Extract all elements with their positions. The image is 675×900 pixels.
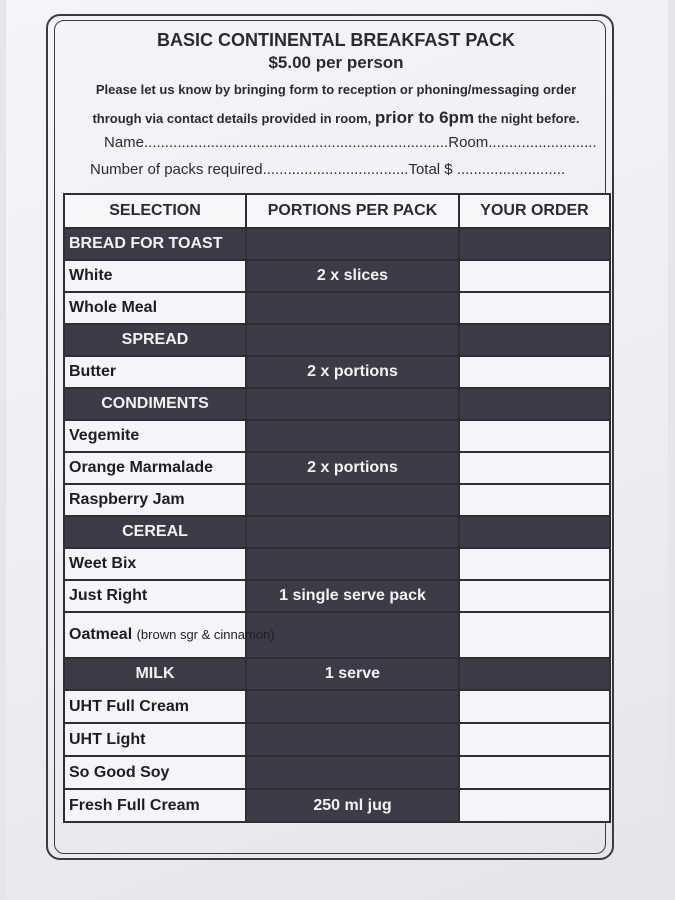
portion-cell — [246, 388, 459, 420]
portion-cell: 2 x portions — [246, 452, 459, 484]
item-label — [64, 260, 246, 292]
item-label — [64, 548, 246, 580]
portion-cell: 1 single serve pack — [246, 580, 459, 612]
portion-cell — [246, 324, 459, 356]
category-label: MILK — [64, 658, 246, 690]
column-header-your-order: YOUR ORDER — [459, 194, 610, 228]
paper-sheet — [6, 0, 668, 900]
table-header-row — [64, 194, 610, 228]
item-label — [64, 356, 246, 388]
item-label — [64, 756, 246, 789]
item-label — [64, 789, 246, 822]
price-line: $5.00 per person — [268, 53, 404, 72]
item-label — [64, 723, 246, 756]
item-name: Orange Marmalade — [69, 459, 214, 476]
item-name: Raspberry Jam — [69, 491, 185, 508]
item-name: Just Right — [69, 587, 148, 604]
table-row — [64, 292, 610, 324]
instructions-line-1: Please let us know by bringing form to reception or phoning/messaging order — [95, 82, 577, 97]
item-label — [64, 452, 246, 484]
item-label — [64, 484, 246, 516]
table-row — [64, 723, 610, 756]
order-input-cell[interactable] — [459, 292, 610, 324]
order-input-cell[interactable] — [459, 756, 610, 789]
category-row — [64, 516, 610, 548]
item-note: (brown sgr & cinnamon) — [136, 627, 275, 642]
order-input-cell[interactable] — [459, 580, 610, 612]
column-header-selection: SELECTION — [64, 194, 246, 228]
portion-cell — [246, 756, 459, 789]
portion-cell — [246, 484, 459, 516]
item-label — [64, 612, 275, 658]
category-label: BREAD FOR TOAST — [64, 228, 246, 260]
portion-cell — [246, 228, 459, 260]
instructions-text-a: through via contact details provided in room, — [92, 111, 372, 126]
category-row — [64, 228, 610, 260]
item-name: Oatmeal — [69, 626, 133, 643]
item-name: Vegemite — [69, 427, 140, 444]
item-name: Butter — [69, 363, 117, 380]
category-label: CONDIMENTS — [64, 388, 246, 420]
item-label — [64, 690, 246, 723]
order-input-cell[interactable] — [459, 452, 610, 484]
order-input-cell[interactable] — [459, 260, 610, 292]
deadline-text: prior to 6pm — [374, 108, 475, 127]
portion-cell: 250 ml jug — [246, 789, 459, 822]
portion-cell — [246, 690, 459, 723]
order-input-cell[interactable] — [459, 484, 610, 516]
item-label — [64, 580, 246, 612]
category-label: SPREAD — [64, 324, 246, 356]
item-name: Weet Bix — [69, 555, 137, 572]
table-row — [64, 548, 610, 580]
item-name: UHT Light — [69, 730, 146, 748]
item-label — [64, 420, 246, 452]
table-row — [64, 484, 610, 516]
portion-cell — [246, 292, 459, 324]
table-row — [64, 356, 610, 388]
order-input-cell[interactable] — [459, 723, 610, 756]
order-cell-blank — [459, 388, 610, 420]
table-row — [64, 690, 610, 723]
table-row — [64, 580, 610, 612]
order-cell-blank — [459, 658, 610, 690]
name-room-field[interactable]: Name.........................................................................Room.......................... — [104, 134, 597, 151]
table-row — [64, 452, 610, 484]
instructions-line-2 — [66, 108, 606, 128]
portion-cell: 1 serve — [246, 658, 459, 690]
portion-cell — [246, 548, 459, 580]
portion-cell: 2 x slices — [246, 260, 459, 292]
portion-cell: 2 x portions — [246, 356, 459, 388]
item-name: Fresh Full Cream — [69, 796, 200, 814]
item-name: Whole Meal — [69, 299, 158, 316]
table-row — [64, 756, 610, 789]
item-name: So Good Soy — [69, 763, 170, 781]
portion-cell — [246, 516, 459, 548]
table-row — [64, 789, 610, 822]
order-input-cell[interactable] — [459, 789, 610, 822]
order-cell-blank — [459, 324, 610, 356]
table-row — [64, 420, 610, 452]
form-title: BASIC CONTINENTAL BREAKFAST PACK — [156, 30, 515, 50]
table-row — [64, 260, 610, 292]
table-row — [64, 612, 610, 658]
order-cell-blank — [459, 228, 610, 260]
portion-cell — [246, 612, 459, 658]
column-header-portions: PORTIONS PER PACK — [246, 194, 459, 228]
order-input-cell[interactable] — [459, 612, 610, 658]
order-input-cell[interactable] — [459, 690, 610, 723]
portion-cell — [246, 723, 459, 756]
item-label — [64, 292, 246, 324]
category-row — [64, 658, 610, 690]
packs-total-field[interactable]: Number of packs required...................................Total $ .......................... — [90, 161, 566, 178]
order-input-cell[interactable] — [459, 356, 610, 388]
order-table — [63, 193, 611, 823]
order-input-cell[interactable] — [459, 548, 610, 580]
category-row — [64, 324, 610, 356]
category-row — [64, 388, 610, 420]
item-name: UHT Full Cream — [69, 697, 190, 715]
order-cell-blank — [459, 516, 610, 548]
category-label: CEREAL — [64, 516, 246, 548]
order-input-cell[interactable] — [459, 420, 610, 452]
portion-cell — [246, 420, 459, 452]
instructions-text-c: the night before. — [477, 111, 580, 126]
item-name: White — [69, 267, 113, 284]
